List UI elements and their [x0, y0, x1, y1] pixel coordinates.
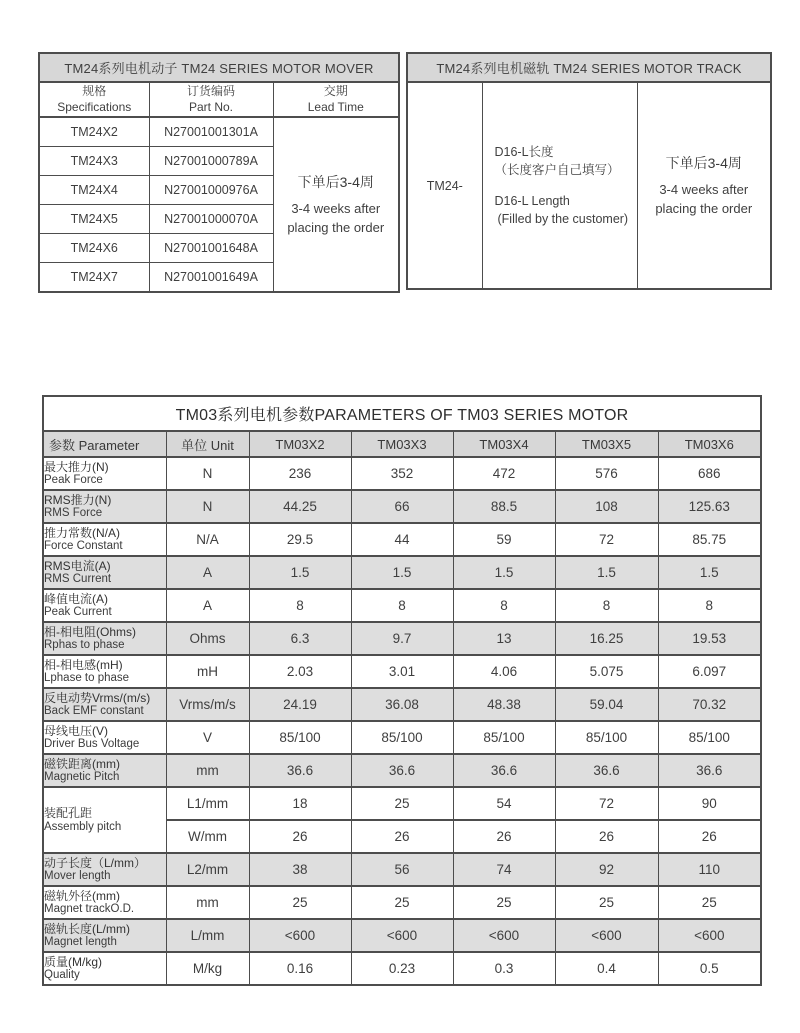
track-length-en	[495, 192, 637, 228]
params-table-row	[43, 655, 761, 688]
params-col-tm03x4: TM03X4	[453, 431, 555, 457]
param-unit-cell: L2/mm	[166, 853, 249, 886]
param-label-zh: 磁轨外径(mm)	[44, 888, 120, 903]
param-label-en: Magnet length	[44, 936, 117, 949]
param-label-en: Peak Force	[44, 474, 103, 487]
param-value-cell: 36.6	[249, 754, 351, 787]
param-value-cell: 26	[249, 820, 351, 853]
mover-header-row	[39, 82, 399, 117]
param-label-en: Rphas to phase	[44, 639, 125, 652]
mover-part-no-cell: N27001001649A	[149, 263, 273, 293]
track-table	[406, 52, 772, 290]
param-label-en: Quality	[44, 969, 80, 982]
param-label-en: Peak Current	[44, 606, 112, 619]
params-col-unit: 单位 Unit	[166, 431, 249, 457]
track-table-title: TM24系列电机磁轨 TM24 SERIES MOTOR TRACK	[407, 53, 771, 82]
mover-part-no-cell: N27001000789A	[149, 147, 273, 176]
params-col-tm03x6: TM03X6	[658, 431, 761, 457]
param-value-cell: 44.25	[249, 490, 351, 523]
mover-col-lead-en: Lead Time	[307, 99, 364, 114]
param-value-cell: 0.16	[249, 952, 351, 985]
param-value-cell: 85/100	[555, 721, 658, 754]
param-value-cell: 54	[453, 787, 555, 820]
param-value-cell: 0.23	[351, 952, 453, 985]
param-value-cell: 4.06	[453, 655, 555, 688]
mover-lead-en1: 3-4 weeks after	[291, 200, 381, 216]
param-value-cell: 66	[351, 490, 453, 523]
track-model-cell: TM24-	[407, 82, 482, 289]
param-value-cell: 36.6	[453, 754, 555, 787]
param-value-cell: 13	[453, 622, 555, 655]
param-unit-cell: Vrms/m/s	[166, 688, 249, 721]
param-value-cell: 85/100	[249, 721, 351, 754]
param-value-cell: 9.7	[351, 622, 453, 655]
params-table-row	[43, 556, 761, 589]
param-unit-cell: M/kg	[166, 952, 249, 985]
param-value-cell: 74	[453, 853, 555, 886]
param-value-cell: 59	[453, 523, 555, 556]
param-value-cell: 18	[249, 787, 351, 820]
param-label-zh: 磁铁距离(mm)	[44, 756, 120, 771]
param-label-cell	[43, 721, 166, 754]
param-value-cell: 85/100	[658, 721, 761, 754]
param-label-zh: RMS推力(N)	[44, 492, 112, 507]
param-value-cell: 88.5	[453, 490, 555, 523]
param-value-cell: 1.5	[453, 556, 555, 589]
param-value-cell: 1.5	[658, 556, 761, 589]
param-value-cell: <600	[249, 919, 351, 952]
param-label-en: RMS Force	[44, 507, 103, 520]
param-value-cell: 1.5	[249, 556, 351, 589]
param-unit-cell: A	[166, 556, 249, 589]
param-value-cell: 38	[249, 853, 351, 886]
param-value-cell: 8	[658, 589, 761, 622]
param-value-cell: 236	[249, 457, 351, 490]
track-lead-time-cell	[637, 82, 771, 289]
param-value-cell: 85/100	[453, 721, 555, 754]
mover-col-specifications	[39, 82, 149, 117]
param-unit-cell: L1/mm	[166, 787, 249, 820]
param-value-cell: 36.6	[351, 754, 453, 787]
params-table-row	[43, 919, 761, 952]
param-label-en: Lphase to phase	[44, 672, 130, 685]
param-value-cell: 26	[351, 820, 453, 853]
param-unit-cell: Ohms	[166, 622, 249, 655]
track-lead-en1: 3-4 weeks after	[659, 181, 749, 197]
params-table-row	[43, 787, 761, 820]
param-label-zh: 装配孔距	[44, 806, 93, 821]
param-label-cell	[43, 589, 166, 622]
param-label-cell	[43, 655, 166, 688]
param-value-cell: 36.08	[351, 688, 453, 721]
params-col-parameter: 参数 Parameter	[43, 431, 166, 457]
param-label-zh: 动子长度（L/mm）	[44, 855, 147, 870]
param-unit-cell: N/A	[166, 523, 249, 556]
param-value-cell: 8	[249, 589, 351, 622]
param-value-cell: 125.63	[658, 490, 761, 523]
mover-col-lead-time	[273, 82, 399, 117]
param-value-cell: 110	[658, 853, 761, 886]
param-label-en: Magnet trackO.D.	[44, 903, 135, 916]
params-table-row	[43, 490, 761, 523]
mover-spec-cell: TM24X3	[39, 147, 149, 176]
param-value-cell: 56	[351, 853, 453, 886]
mover-col-spec-en: Specifications	[57, 99, 132, 114]
params-table-row	[43, 457, 761, 490]
param-unit-cell: mH	[166, 655, 249, 688]
mover-lead-time-cell	[273, 117, 399, 292]
param-label-cell	[43, 688, 166, 721]
param-label-en: RMS Current	[44, 573, 112, 586]
param-label-zh: 相-相电阻(Ohms)	[44, 624, 136, 639]
param-unit-cell: mm	[166, 754, 249, 787]
param-value-cell: 8	[453, 589, 555, 622]
mover-part-no-cell: N27001001648A	[149, 234, 273, 263]
param-label-zh: 母线电压(V)	[44, 723, 108, 738]
params-table-row	[43, 622, 761, 655]
mover-col-part-no	[149, 82, 273, 117]
params-table-title: TM03系列电机参数PARAMETERS OF TM03 SERIES MOTOR	[43, 396, 761, 431]
track-length-cell	[482, 82, 637, 289]
param-value-cell: 36.6	[555, 754, 658, 787]
params-col-tm03x3: TM03X3	[351, 431, 453, 457]
param-label-cell	[43, 886, 166, 919]
param-value-cell: 576	[555, 457, 658, 490]
param-label-en: Mover length	[44, 870, 111, 883]
param-unit-cell: mm	[166, 886, 249, 919]
mover-spec-cell: TM24X4	[39, 176, 149, 205]
param-value-cell: 19.53	[658, 622, 761, 655]
mover-spec-cell: TM24X7	[39, 263, 149, 293]
params-table-row	[43, 688, 761, 721]
param-label-zh: 最大推力(N)	[44, 459, 109, 474]
mover-col-part-zh: 订货编码	[186, 83, 235, 98]
track-length-en-line2: (Filled by the customer)	[497, 212, 629, 227]
mover-spec-cell: TM24X6	[39, 234, 149, 263]
param-value-cell: <600	[658, 919, 761, 952]
param-label-zh: 磁轨长度(L/mm)	[44, 921, 130, 936]
param-value-cell: 5.075	[555, 655, 658, 688]
track-length-zh-line1: D16-L长度	[494, 144, 554, 159]
param-value-cell: <600	[555, 919, 658, 952]
param-value-cell: 25	[351, 787, 453, 820]
param-unit-cell: A	[166, 589, 249, 622]
mover-table-row	[39, 117, 399, 147]
param-value-cell: 6.3	[249, 622, 351, 655]
param-value-cell: 686	[658, 457, 761, 490]
param-label-zh: 质量(M/kg)	[44, 954, 102, 969]
param-value-cell: 85.75	[658, 523, 761, 556]
param-value-cell: 472	[453, 457, 555, 490]
param-value-cell: 24.19	[249, 688, 351, 721]
param-label-zh: RMS电流(A)	[44, 558, 111, 573]
param-label-cell	[43, 523, 166, 556]
param-value-cell: 3.01	[351, 655, 453, 688]
param-label-cell	[43, 853, 166, 886]
params-table	[42, 395, 762, 986]
mover-table-title: TM24系列电机动子 TM24 SERIES MOTOR MOVER	[39, 53, 399, 82]
param-value-cell: 0.5	[658, 952, 761, 985]
param-label-cell	[43, 787, 166, 853]
mover-lead-zh: 下单后3-4周	[297, 173, 374, 190]
param-value-cell: 92	[555, 853, 658, 886]
mover-lead-en2: placing the order	[287, 219, 385, 235]
param-label-cell	[43, 754, 166, 787]
param-value-cell: 59.04	[555, 688, 658, 721]
param-label-en: Magnetic Pitch	[44, 771, 120, 784]
params-table-row	[43, 886, 761, 919]
param-value-cell: 72	[555, 523, 658, 556]
params-col-tm03x2: TM03X2	[249, 431, 351, 457]
param-value-cell: 8	[555, 589, 658, 622]
param-unit-cell: N	[166, 490, 249, 523]
params-table-row	[43, 952, 761, 985]
track-lead-zh: 下单后3-4周	[665, 154, 742, 171]
param-label-en: Back EMF constant	[44, 705, 144, 718]
param-value-cell: 6.097	[658, 655, 761, 688]
mover-col-lead-zh: 交期	[323, 83, 348, 98]
param-value-cell: 29.5	[249, 523, 351, 556]
params-table-row	[43, 754, 761, 787]
param-label-en: Driver Bus Voltage	[44, 738, 140, 751]
params-table-row	[43, 853, 761, 886]
param-value-cell: 85/100	[351, 721, 453, 754]
param-unit-cell: L/mm	[166, 919, 249, 952]
param-label-cell	[43, 919, 166, 952]
params-header-row	[43, 431, 761, 457]
param-value-cell: 26	[453, 820, 555, 853]
param-value-cell: 44	[351, 523, 453, 556]
param-value-cell: 48.38	[453, 688, 555, 721]
param-value-cell: 2.03	[249, 655, 351, 688]
mover-col-part-en: Part No.	[188, 99, 233, 114]
param-label-cell	[43, 952, 166, 985]
param-value-cell: 25	[249, 886, 351, 919]
mover-table	[38, 52, 400, 293]
param-value-cell: 26	[555, 820, 658, 853]
param-value-cell: 0.3	[453, 952, 555, 985]
track-length-en-line1: D16-L Length	[494, 194, 570, 208]
params-table-row	[43, 523, 761, 556]
param-value-cell: 0.4	[555, 952, 658, 985]
param-value-cell: 25	[453, 886, 555, 919]
param-label-cell	[43, 622, 166, 655]
track-lead-en2: placing the order	[655, 200, 753, 216]
param-value-cell: 16.25	[555, 622, 658, 655]
param-value-cell: 72	[555, 787, 658, 820]
param-label-cell	[43, 457, 166, 490]
param-label-zh: 推力常数(N/A)	[44, 525, 120, 540]
param-value-cell: 108	[555, 490, 658, 523]
param-value-cell: 90	[658, 787, 761, 820]
param-value-cell: <600	[351, 919, 453, 952]
track-length-zh	[495, 143, 637, 179]
mover-spec-cell: TM24X2	[39, 117, 149, 147]
mover-col-spec-zh: 规格	[82, 83, 107, 98]
mover-part-no-cell: N27001001301A	[149, 117, 273, 147]
param-value-cell: 1.5	[555, 556, 658, 589]
param-unit-cell: V	[166, 721, 249, 754]
param-value-cell: 1.5	[351, 556, 453, 589]
mover-spec-cell: TM24X5	[39, 205, 149, 234]
param-value-cell: 25	[555, 886, 658, 919]
param-value-cell: <600	[453, 919, 555, 952]
param-value-cell: 26	[658, 820, 761, 853]
param-unit-cell: N	[166, 457, 249, 490]
params-table-row	[43, 589, 761, 622]
param-value-cell: 8	[351, 589, 453, 622]
param-unit-cell: W/mm	[166, 820, 249, 853]
param-label-cell	[43, 556, 166, 589]
param-value-cell: 70.32	[658, 688, 761, 721]
param-label-zh: 相-相电感(mH)	[44, 657, 123, 672]
track-length-zh-line2: （长度客户自己填写）	[494, 162, 620, 177]
param-label-zh: 峰值电流(A)	[44, 591, 108, 606]
param-value-cell: 25	[658, 886, 761, 919]
param-label-cell	[43, 490, 166, 523]
param-label-zh: 反电动势Vrms/(m/s)	[44, 690, 151, 705]
mover-part-no-cell: N27001000070A	[149, 205, 273, 234]
param-label-en: Force Constant	[44, 540, 123, 553]
param-value-cell: 25	[351, 886, 453, 919]
mover-part-no-cell: N27001000976A	[149, 176, 273, 205]
param-value-cell: 352	[351, 457, 453, 490]
params-table-row	[43, 721, 761, 754]
param-value-cell: 36.6	[658, 754, 761, 787]
params-col-tm03x5: TM03X5	[555, 431, 658, 457]
track-body-row	[407, 82, 771, 289]
param-label-en: Assembly pitch	[44, 820, 122, 833]
